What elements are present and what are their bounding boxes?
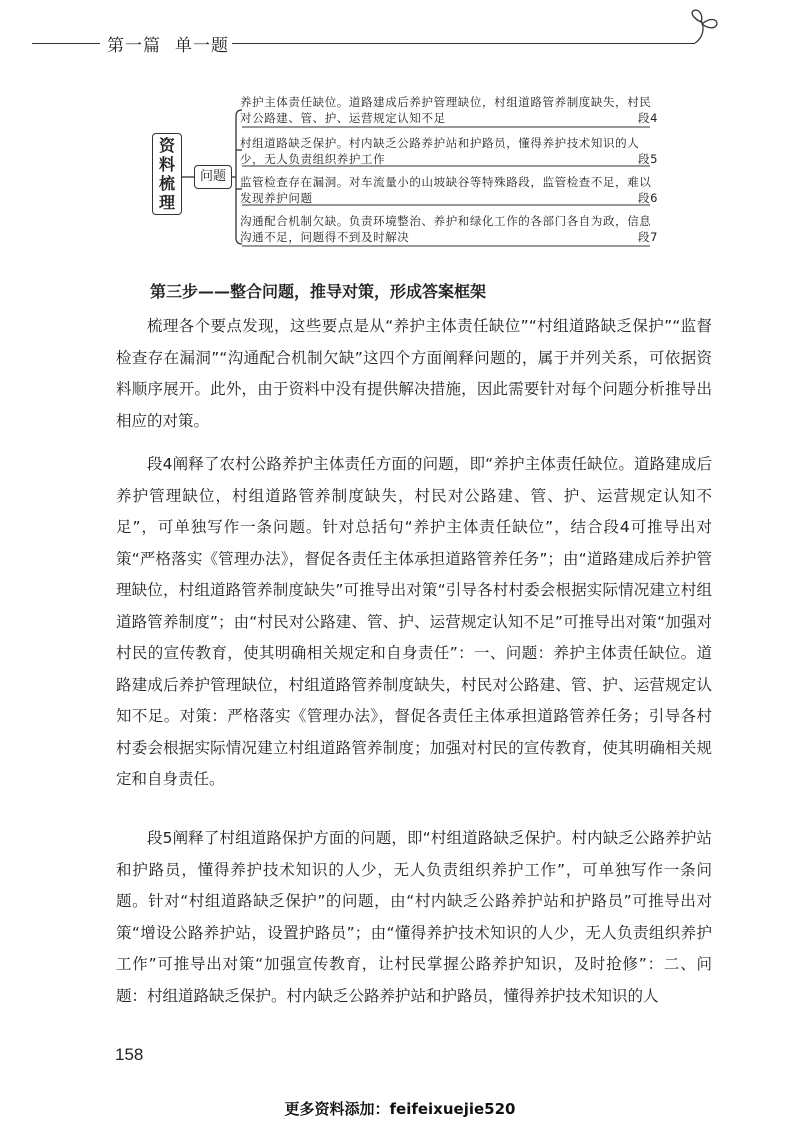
issue-text: 监管检查存在漏洞。对车流量小的山坡缺谷等特殊路段，监管检查不足，难以发现养护问题	[240, 175, 652, 205]
chapter-header	[107, 31, 243, 56]
header-rule-right	[232, 43, 695, 44]
issue-text: 养护主体责任缺位。道路建成后养护管理缺位，村组道路管养制度缺失，村民对公路建、管、护、运营规定认知不足	[240, 95, 652, 125]
page-number: 158	[115, 1045, 144, 1064]
issue-text: 沟通配合机制欠缺。负责环境整治、养护和绿化工作的各部门各自为政，信息沟通不足，问题得不到及时解决	[240, 214, 652, 244]
issue-para-tag: 段4	[637, 111, 658, 125]
resource-diagram	[150, 88, 670, 260]
footer-note: 更多资料添加：feifeixuejie520	[284, 1100, 516, 1118]
diagram-issue	[240, 213, 658, 245]
issue-para-tag: 段6	[637, 191, 658, 205]
step-heading: 第三步——整合问题，推导对策，形成答案框架	[150, 282, 487, 301]
header-section: 第一篇	[107, 36, 161, 56]
body-paragraph: 段5阐释了村组道路保护方面的问题，即“村组道路缺乏保护。村内缺乏公路养护站和护路员，懂得养护技术知识的人少，无人负责组织养护工作”，可单独写作一条问题。针对“村组道路缺乏保护”的问题，由“村内缺乏公路养护站和护路员”可推导出对策“增设公路养护站，设置护路员”；由“懂得养护技术知识的人少，无人负责组织养护工作”可推导出对策“加强宣传教育，让村民掌握公路养护知识，及时抢修”：二、问题：村组道路缺乏保护。村内缺乏公路养护站和护路员，懂得养护技术知识的人	[116, 829, 712, 1005]
header-title: 单一题	[175, 36, 229, 56]
diagram-branch-label: 问题	[194, 165, 232, 189]
diagram-issue	[240, 135, 658, 167]
diagram-root-label: 资料梳理	[152, 133, 182, 215]
diagram-issue	[240, 174, 658, 206]
issue-para-tag: 段7	[637, 230, 658, 244]
header-rule-left	[32, 43, 100, 44]
body-paragraph: 段4阐释了农村公路养护主体责任方面的问题，即“养护主体责任缺位。道路建成后养护管理缺位，村组道路管养制度缺失，村民对公路建、管、护、运营规定认知不足”，可单独写作一条问题。针对总括句“养护主体责任缺位”，结合段4可推导出对策“严格落实《管理办法》，督促各责任主体承担道路管养任务”；由“道路建成后养护管理缺位，村组道路管养制度缺失”可推导出对策“引导各村村委会根据实际情况建立村组道路管养制度”；由“村民对公路建、管、护、运营规定认知不足”可推导出对策“加强对村民的宣传教育，使其明确相关规定和自身责任”：一、问题：养护主体责任缺位。道路建成后养护管理缺位，村组道路管养制度缺失，村民对公路建、管、护、运营规定认知不足。对策：严格落实《管理办法》，督促各责任主体承担道路管养任务；引导各村村委会根据实际情况建立村组道路管养制度；加强对村民的宣传教育，使其明确相关规定和自身责任。	[116, 455, 712, 788]
body-paragraph: 梳理各个要点发现，这些要点是从“养护主体责任缺位”“村组道路缺乏保护”“监督检查存在漏洞”“沟通配合机制欠缺”这四个方面阐释问题的，属于并列关系，可依据资料顺序展开。此外，由于资料中没有提供解决措施，因此需要针对每个问题分析推导出相应的对策。	[116, 317, 712, 430]
leaf-sprout-icon	[683, 8, 723, 52]
issue-para-tag: 段5	[637, 152, 658, 166]
issue-text: 村组道路缺乏保护。村内缺乏公路养护站和护路员，懂得养护技术知识的人少，无人负责组织养护工作	[240, 136, 640, 166]
diagram-issue	[240, 94, 658, 126]
